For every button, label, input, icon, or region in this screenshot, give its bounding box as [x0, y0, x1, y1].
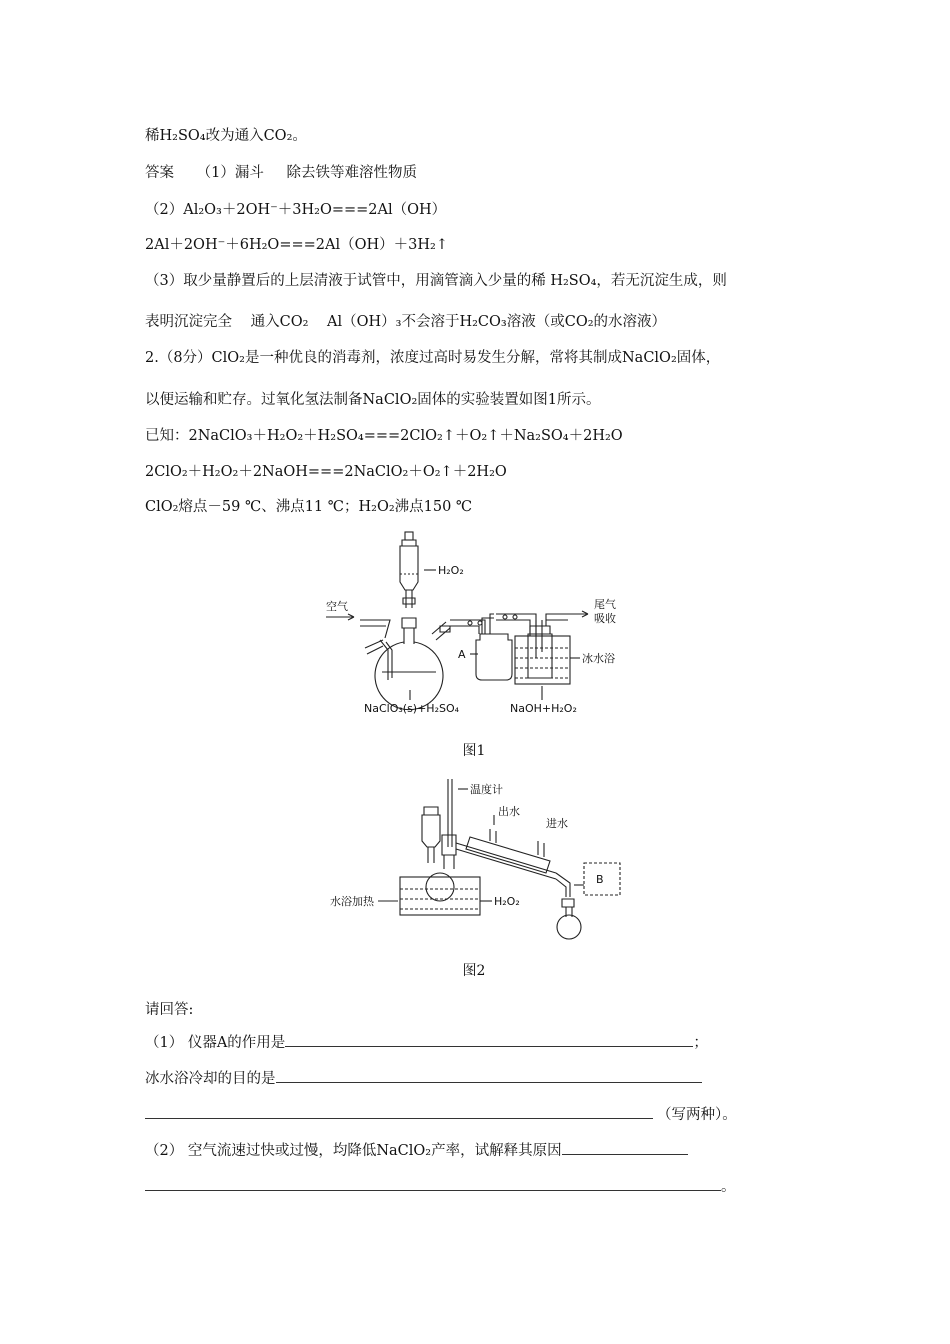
answer-blank-4[interactable] — [562, 1140, 688, 1155]
question-2-intro-2: 以便运输和贮存。过氧化氢法制备NaClO₂固体的实验装置如图1所示。 — [145, 392, 601, 408]
text-line-6 — [145, 312, 666, 332]
text-line-5: （3）取少量静置后的上层清液于试管中，用滴管滴入少量的稀 H₂SO₄，若无沉淀生成，则 — [145, 273, 727, 289]
question-2-intro: 2.（8分）ClO₂是一种优良的消毒剂，浓度过高时易发生分解，常将其制成NaClO₂固体， — [145, 350, 721, 366]
answer-3a: 表明沉淀完全 — [145, 314, 232, 330]
fig2-label-thermometer: 温度计 — [470, 783, 503, 796]
fig1-label-h2o2: H₂O₂ — [438, 564, 464, 577]
text-line-3: （2）Al₂O₃＋2OH⁻＋3H₂O===2Al（OH） — [145, 202, 447, 218]
question-1c — [145, 1104, 737, 1125]
answer-1: （1）漏斗 — [196, 165, 264, 181]
figure-2-apparatus — [330, 775, 630, 940]
question-1a — [145, 1032, 708, 1053]
answer-label: 答案 — [145, 165, 174, 181]
question-1b — [145, 1068, 702, 1089]
answer-3c: Al（OH）₃不会溶于H₂CO₃溶液（或CO₂的水溶液） — [327, 314, 667, 330]
answer-blank-5[interactable] — [145, 1176, 721, 1191]
question-prompt: 请回答: — [145, 1002, 194, 1018]
figure-1-svg — [320, 530, 640, 720]
question-2b — [145, 1176, 736, 1197]
fig1-label-air: 空气 — [326, 600, 348, 613]
fig1-label-icebath: 冰水浴 — [582, 652, 615, 665]
fig2-label-water-in: 进水 — [546, 817, 568, 830]
figure-2-svg — [330, 775, 630, 940]
physical-data: ClO₂熔点－59 ℃、沸点11 ℃；H₂O₂沸点150 ℃ — [145, 499, 473, 515]
answer-blank-3[interactable] — [145, 1104, 653, 1119]
question-1c-end: （写两种）。 — [657, 1107, 737, 1123]
answer-blank-2[interactable] — [276, 1068, 702, 1083]
question-2 — [145, 1140, 688, 1161]
fig2-label-waterbath: 水浴加热 — [330, 895, 374, 908]
answer-1b: 除去铁等难溶性物质 — [286, 165, 417, 181]
text-line-4: 2Al＋2OH⁻＋6H₂O===2Al（OH）＋3H₂↑ — [145, 237, 448, 253]
fig2-label-h2o2: H₂O₂ — [494, 895, 520, 908]
figure-2-caption: 图2 — [462, 963, 486, 979]
answer-3b: 通入CO₂ — [250, 314, 309, 330]
figure-1-apparatus — [320, 530, 640, 720]
fig2-label-b: B — [596, 873, 604, 886]
equation-2: 2ClO₂＋H₂O₂＋2NaOH===2NaClO₂＋O₂↑＋2H₂O — [145, 464, 507, 480]
fig1-label-flask-right: NaOH+H₂O₂ — [510, 702, 577, 715]
question-1a-text: （1） 仪器A的作用是 — [145, 1035, 286, 1051]
fig1-label-tail2: 吸收 — [594, 612, 616, 625]
equation-1: 已知：2NaClO₃＋H₂O₂＋H₂SO₄===2ClO₂↑＋O₂↑＋Na₂SO₄＋2H₂O — [145, 428, 623, 444]
figure-1-caption: 图1 — [462, 743, 486, 759]
fig1-label-tail1: 尾气 — [594, 598, 616, 611]
question-1b-text: 冰水浴冷却的目的是 — [145, 1071, 276, 1087]
text-line-1: 稀H₂SO₄改为通入CO₂。 — [145, 128, 307, 144]
answer-line — [145, 163, 417, 183]
question-1a-end: ； — [693, 1035, 708, 1051]
fig1-label-flask-left: NaClO₃(s)+H₂SO₄ — [364, 702, 460, 715]
answer-blank-1[interactable] — [285, 1032, 693, 1047]
fig2-label-water-out: 出水 — [498, 805, 520, 818]
question-2b-end: 。 — [721, 1179, 736, 1195]
question-2-text: （2） 空气流速过快或过慢，均降低NaClO₂产率，试解释其原因 — [145, 1143, 562, 1159]
fig1-label-a: A — [458, 648, 466, 661]
